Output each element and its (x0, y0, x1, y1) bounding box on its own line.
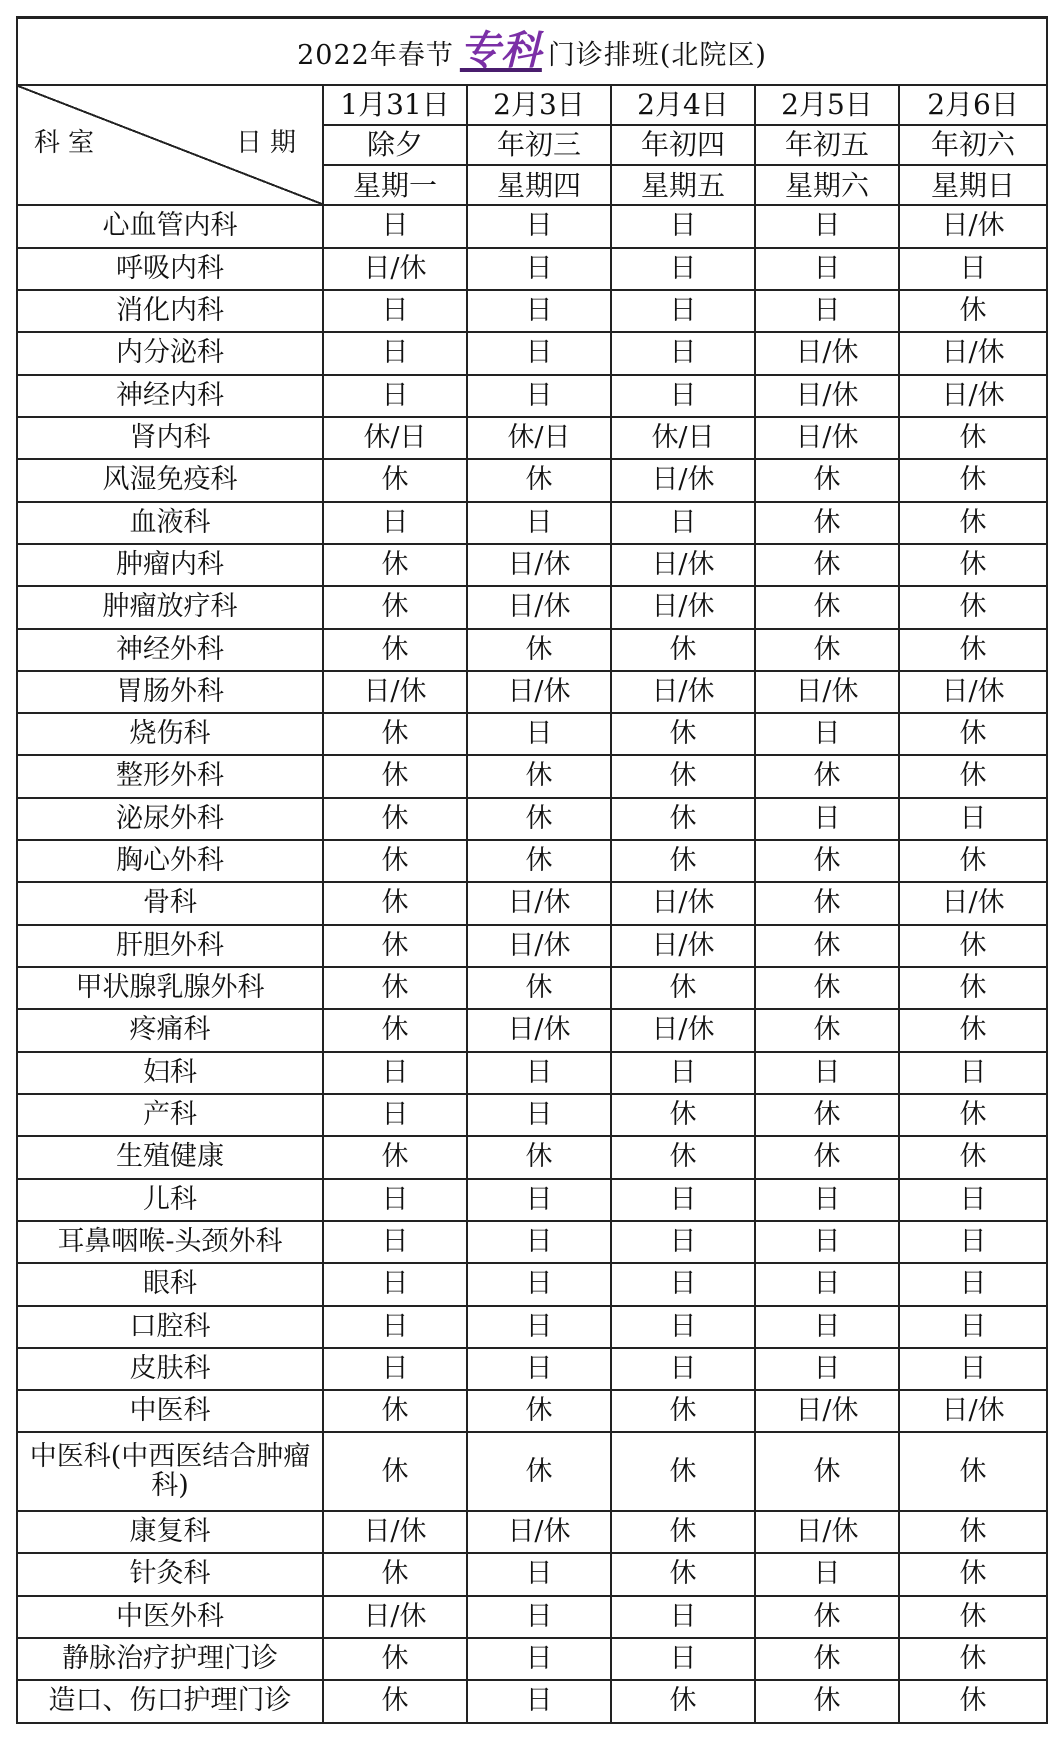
schedule-cell: 日 (323, 1094, 467, 1136)
schedule-cell: 日 (467, 1306, 611, 1348)
department-name: 造口、伤口护理门诊 (17, 1680, 323, 1723)
schedule-cell: 日/休 (755, 1511, 899, 1553)
schedule-cell: 日 (467, 713, 611, 755)
schedule-cell: 日 (467, 502, 611, 544)
title-accent: 专科 (459, 28, 542, 75)
department-name: 胸心外科 (17, 840, 323, 882)
schedule-cell: 日/休 (611, 459, 755, 501)
table-row (17, 629, 1047, 671)
schedule-cell: 日 (899, 248, 1047, 290)
schedule-cell: 休 (899, 755, 1047, 797)
schedule-cell: 休 (899, 713, 1047, 755)
table-row (17, 544, 1047, 586)
header-date-3: 2月5日 (755, 85, 899, 125)
schedule-cell: 休/日 (611, 417, 755, 459)
schedule-cell: 休 (899, 586, 1047, 628)
header-weekday-3: 星期六 (755, 165, 899, 205)
schedule-table (16, 16, 1048, 1724)
schedule-cell: 日 (755, 1052, 899, 1094)
schedule-cell: 休 (611, 755, 755, 797)
schedule-cell: 日 (467, 332, 611, 374)
department-name: 甲状腺乳腺外科 (17, 967, 323, 1009)
table-row (17, 375, 1047, 417)
schedule-cell: 日/休 (467, 1009, 611, 1051)
schedule-cell: 日/休 (755, 417, 899, 459)
schedule-cell: 休 (323, 840, 467, 882)
schedule-body (17, 18, 1047, 1724)
schedule-cell: 日 (899, 798, 1047, 840)
schedule-cell: 日 (323, 1263, 467, 1305)
schedule-cell: 日 (755, 1221, 899, 1263)
schedule-cell: 休 (467, 1390, 611, 1432)
department-name: 风湿免疫科 (17, 459, 323, 501)
schedule-cell: 日 (611, 1263, 755, 1305)
schedule-cell: 日 (611, 375, 755, 417)
schedule-cell: 休 (611, 798, 755, 840)
table-row (17, 1263, 1047, 1305)
table-row (17, 1511, 1047, 1553)
header-date-2: 2月4日 (611, 85, 755, 125)
schedule-cell: 日 (467, 375, 611, 417)
schedule-cell: 日/休 (899, 671, 1047, 713)
department-name: 皮肤科 (17, 1348, 323, 1390)
schedule-cell: 日 (467, 290, 611, 332)
schedule-cell: 休 (899, 1680, 1047, 1723)
table-row (17, 1179, 1047, 1221)
schedule-cell: 日 (323, 290, 467, 332)
schedule-cell: 日/休 (611, 882, 755, 924)
schedule-cell: 休 (467, 1136, 611, 1178)
schedule-cell: 休 (611, 1553, 755, 1595)
schedule-cell: 日 (467, 205, 611, 247)
schedule-cell: 日 (467, 1179, 611, 1221)
schedule-cell: 日 (755, 798, 899, 840)
schedule-cell: 日 (467, 1553, 611, 1595)
schedule-cell: 休 (467, 459, 611, 501)
department-name: 整形外科 (17, 755, 323, 797)
schedule-cell: 休 (899, 1432, 1047, 1511)
table-row (17, 1052, 1047, 1094)
department-name: 呼吸内科 (17, 248, 323, 290)
header-date-4: 2月6日 (899, 85, 1047, 125)
department-name: 肾内科 (17, 417, 323, 459)
schedule-cell: 休/日 (467, 417, 611, 459)
schedule-cell: 休 (755, 1136, 899, 1178)
table-row (17, 586, 1047, 628)
schedule-cell: 休 (323, 755, 467, 797)
schedule-cell: 日/休 (755, 1390, 899, 1432)
table-row (17, 1348, 1047, 1390)
schedule-cell: 休 (467, 967, 611, 1009)
schedule-cell: 休 (899, 967, 1047, 1009)
schedule-cell: 日 (611, 205, 755, 247)
schedule-cell: 休 (755, 925, 899, 967)
department-name: 口腔科 (17, 1306, 323, 1348)
schedule-cell: 休 (611, 713, 755, 755)
table-row (17, 1680, 1047, 1723)
schedule-cell: 日/休 (323, 1511, 467, 1553)
schedule-cell: 休 (899, 1009, 1047, 1051)
header-festival-2: 年初四 (611, 125, 755, 165)
table-row (17, 1390, 1047, 1432)
schedule-cell: 日 (755, 713, 899, 755)
schedule-cell: 休 (755, 1680, 899, 1723)
schedule-cell: 休 (899, 1094, 1047, 1136)
department-name: 肿瘤放疗科 (17, 586, 323, 628)
schedule-cell: 日 (899, 1221, 1047, 1263)
schedule-cell: 日 (899, 1306, 1047, 1348)
department-name: 血液科 (17, 502, 323, 544)
table-row (17, 1306, 1047, 1348)
schedule-cell: 日 (467, 248, 611, 290)
schedule-cell: 日 (611, 1221, 755, 1263)
schedule-cell: 日 (611, 502, 755, 544)
header-festival-0: 除夕 (323, 125, 467, 165)
schedule-cell: 日 (611, 1638, 755, 1680)
schedule-cell: 日/休 (611, 925, 755, 967)
schedule-cell: 休 (323, 1009, 467, 1051)
schedule-cell: 休 (323, 1553, 467, 1595)
department-name: 中医科 (17, 1390, 323, 1432)
schedule-cell: 日 (467, 1221, 611, 1263)
schedule-cell: 日 (323, 205, 467, 247)
header-weekday-2: 星期五 (611, 165, 755, 205)
schedule-cell: 休 (611, 1390, 755, 1432)
schedule-cell: 休 (323, 1638, 467, 1680)
schedule-cell: 休 (755, 1638, 899, 1680)
schedule-cell: 日/休 (611, 1009, 755, 1051)
department-name: 静脉治疗护理门诊 (17, 1638, 323, 1680)
header-festival-4: 年初六 (899, 125, 1047, 165)
department-name: 生殖健康 (17, 1136, 323, 1178)
schedule-cell: 休 (899, 1596, 1047, 1638)
header-date-0: 1月31日 (323, 85, 467, 125)
schedule-cell: 日 (467, 1348, 611, 1390)
schedule-cell: 日 (755, 1263, 899, 1305)
schedule-cell: 休 (899, 1638, 1047, 1680)
header-weekday-0: 星期一 (323, 165, 467, 205)
schedule-cell: 休 (899, 1553, 1047, 1595)
department-name: 产科 (17, 1094, 323, 1136)
schedule-cell: 日 (899, 1052, 1047, 1094)
schedule-cell: 日/休 (467, 1511, 611, 1553)
department-name: 中医科(中西医结合肿瘤科) (17, 1432, 323, 1511)
schedule-cell: 日/休 (755, 332, 899, 374)
title-prefix: 2022年春节 (297, 40, 454, 72)
table-row (17, 1432, 1047, 1511)
header-corner (17, 85, 323, 206)
department-name: 烧伤科 (17, 713, 323, 755)
schedule-cell: 日 (323, 375, 467, 417)
table-row (17, 713, 1047, 755)
schedule-cell: 日/休 (755, 375, 899, 417)
schedule-cell: 日 (611, 1179, 755, 1221)
schedule-cell: 休 (323, 1136, 467, 1178)
schedule-cell: 休 (323, 459, 467, 501)
table-row (17, 205, 1047, 247)
table-row (17, 882, 1047, 924)
table-row (17, 1094, 1047, 1136)
table-row (17, 1009, 1047, 1051)
department-name: 耳鼻咽喉-头颈外科 (17, 1221, 323, 1263)
schedule-cell: 日/休 (467, 544, 611, 586)
schedule-cell: 休 (899, 1511, 1047, 1553)
schedule-cell: 休 (611, 967, 755, 1009)
schedule-cell: 休 (611, 1432, 755, 1511)
header-date-1: 2月3日 (467, 85, 611, 125)
schedule-cell: 休 (899, 417, 1047, 459)
table-row (17, 967, 1047, 1009)
schedule-cell: 休 (467, 755, 611, 797)
department-name: 泌尿外科 (17, 798, 323, 840)
schedule-cell: 日 (611, 1348, 755, 1390)
schedule-cell: 日 (755, 1179, 899, 1221)
table-row (17, 925, 1047, 967)
schedule-cell: 日 (467, 1094, 611, 1136)
schedule-cell: 日 (755, 1553, 899, 1595)
department-name: 心血管内科 (17, 205, 323, 247)
table-row (17, 332, 1047, 374)
schedule-cell: 休 (899, 925, 1047, 967)
department-name: 胃肠外科 (17, 671, 323, 713)
schedule-cell: 休 (899, 1136, 1047, 1178)
schedule-cell: 休 (611, 1136, 755, 1178)
schedule-cell: 休 (899, 459, 1047, 501)
schedule-cell: 休 (611, 1680, 755, 1723)
date-label: 日期 (235, 127, 304, 158)
schedule-cell: 休 (899, 840, 1047, 882)
department-name: 神经内科 (17, 375, 323, 417)
schedule-cell: 休 (755, 1596, 899, 1638)
schedule-cell: 日/休 (467, 882, 611, 924)
schedule-cell: 日/休 (323, 248, 467, 290)
schedule-cell: 休 (323, 1390, 467, 1432)
schedule-cell: 休 (323, 882, 467, 924)
schedule-cell: 休 (755, 586, 899, 628)
schedule-cell: 日/休 (467, 925, 611, 967)
schedule-cell: 日 (611, 1052, 755, 1094)
schedule-cell: 休 (755, 544, 899, 586)
schedule-cell: 日/休 (611, 586, 755, 628)
schedule-cell: 日 (755, 1306, 899, 1348)
department-name: 针灸科 (17, 1553, 323, 1595)
table-row (17, 459, 1047, 501)
schedule-cell: 休 (611, 840, 755, 882)
schedule-cell: 日 (467, 1263, 611, 1305)
schedule-cell: 日 (323, 1179, 467, 1221)
schedule-cell: 休 (467, 1432, 611, 1511)
schedule-cell: 日 (611, 248, 755, 290)
schedule-cell: 日/休 (323, 1596, 467, 1638)
schedule-cell: 休 (467, 629, 611, 671)
schedule-cell: 休 (323, 1680, 467, 1723)
header-festival-1: 年初三 (467, 125, 611, 165)
schedule-cell: 休 (755, 1009, 899, 1051)
schedule-cell: 休 (323, 713, 467, 755)
department-name: 肝胆外科 (17, 925, 323, 967)
schedule-cell: 日 (755, 248, 899, 290)
schedule-cell: 日 (611, 1306, 755, 1348)
table-row (17, 1638, 1047, 1680)
table-row (17, 755, 1047, 797)
table-row (17, 1553, 1047, 1595)
schedule-cell: 日/休 (611, 544, 755, 586)
schedule-cell: 休 (323, 925, 467, 967)
schedule-cell: 休 (323, 544, 467, 586)
schedule-cell: 休 (899, 502, 1047, 544)
table-row (17, 502, 1047, 544)
table-row (17, 248, 1047, 290)
schedule-cell: 日 (323, 1348, 467, 1390)
header-weekday-1: 星期四 (467, 165, 611, 205)
schedule-cell: 日 (323, 332, 467, 374)
department-name: 肿瘤内科 (17, 544, 323, 586)
schedule-cell: 休 (755, 840, 899, 882)
schedule-cell: 休 (323, 586, 467, 628)
schedule-cell: 休 (899, 290, 1047, 332)
schedule-cell: 休 (611, 629, 755, 671)
page-title (17, 18, 1047, 85)
header-weekday-4: 星期日 (899, 165, 1047, 205)
department-name: 神经外科 (17, 629, 323, 671)
schedule-cell: 日 (467, 1638, 611, 1680)
schedule-cell: 休 (899, 544, 1047, 586)
department-name: 儿科 (17, 1179, 323, 1221)
title-suffix: 门诊排班(北院区) (547, 40, 767, 72)
department-name: 眼科 (17, 1263, 323, 1305)
table-row (17, 290, 1047, 332)
schedule-cell: 日 (899, 1179, 1047, 1221)
department-name: 中医外科 (17, 1596, 323, 1638)
schedule-cell: 日/休 (755, 671, 899, 713)
schedule-cell: 日/休 (899, 205, 1047, 247)
department-name: 骨科 (17, 882, 323, 924)
header-festival-3: 年初五 (755, 125, 899, 165)
schedule-cell: 休 (755, 629, 899, 671)
schedule-cell: 日/休 (899, 882, 1047, 924)
schedule-cell: 休 (755, 1094, 899, 1136)
schedule-cell: 日 (899, 1263, 1047, 1305)
schedule-cell: 日 (323, 1306, 467, 1348)
schedule-cell: 日 (755, 290, 899, 332)
schedule-cell: 休 (755, 502, 899, 544)
schedule-cell: 休 (755, 967, 899, 1009)
table-row (17, 840, 1047, 882)
table-row (17, 417, 1047, 459)
table-row (17, 1596, 1047, 1638)
schedule-cell: 休 (755, 882, 899, 924)
schedule-cell: 休 (755, 1432, 899, 1511)
department-label: 科室 (34, 127, 103, 158)
schedule-cell: 日 (467, 1680, 611, 1723)
schedule-cell: 日 (467, 1596, 611, 1638)
schedule-cell: 日/休 (899, 375, 1047, 417)
schedule-cell: 日/休 (611, 671, 755, 713)
schedule-cell: 休 (899, 629, 1047, 671)
schedule-cell: 休 (323, 629, 467, 671)
schedule-cell: 休 (323, 798, 467, 840)
table-row (17, 798, 1047, 840)
schedule-cell: 日 (323, 1052, 467, 1094)
table-row (17, 1136, 1047, 1178)
schedule-cell: 休 (611, 1094, 755, 1136)
schedule-cell: 休 (467, 840, 611, 882)
schedule-cell: 日 (611, 332, 755, 374)
schedule-cell: 休/日 (323, 417, 467, 459)
department-name: 疼痛科 (17, 1009, 323, 1051)
schedule-cell: 日 (755, 1348, 899, 1390)
schedule-cell: 日/休 (467, 586, 611, 628)
department-name: 妇科 (17, 1052, 323, 1094)
schedule-cell: 日 (323, 1221, 467, 1263)
schedule-cell: 休 (611, 1511, 755, 1553)
schedule-cell: 休 (467, 798, 611, 840)
schedule-cell: 休 (755, 755, 899, 797)
schedule-cell: 日/休 (899, 332, 1047, 374)
schedule-cell: 日 (755, 205, 899, 247)
department-name: 内分泌科 (17, 332, 323, 374)
schedule-cell: 日/休 (899, 1390, 1047, 1432)
table-row (17, 1221, 1047, 1263)
schedule-cell: 日 (467, 1052, 611, 1094)
department-name: 康复科 (17, 1511, 323, 1553)
schedule-cell: 休 (323, 1432, 467, 1511)
schedule-cell: 休 (755, 459, 899, 501)
department-name: 消化内科 (17, 290, 323, 332)
schedule-cell: 日/休 (323, 671, 467, 713)
schedule-cell: 日 (899, 1348, 1047, 1390)
schedule-cell: 日 (611, 1596, 755, 1638)
schedule-cell: 日 (611, 290, 755, 332)
schedule-cell: 日 (323, 502, 467, 544)
schedule-cell: 休 (323, 967, 467, 1009)
schedule-cell: 日/休 (467, 671, 611, 713)
table-row (17, 671, 1047, 713)
